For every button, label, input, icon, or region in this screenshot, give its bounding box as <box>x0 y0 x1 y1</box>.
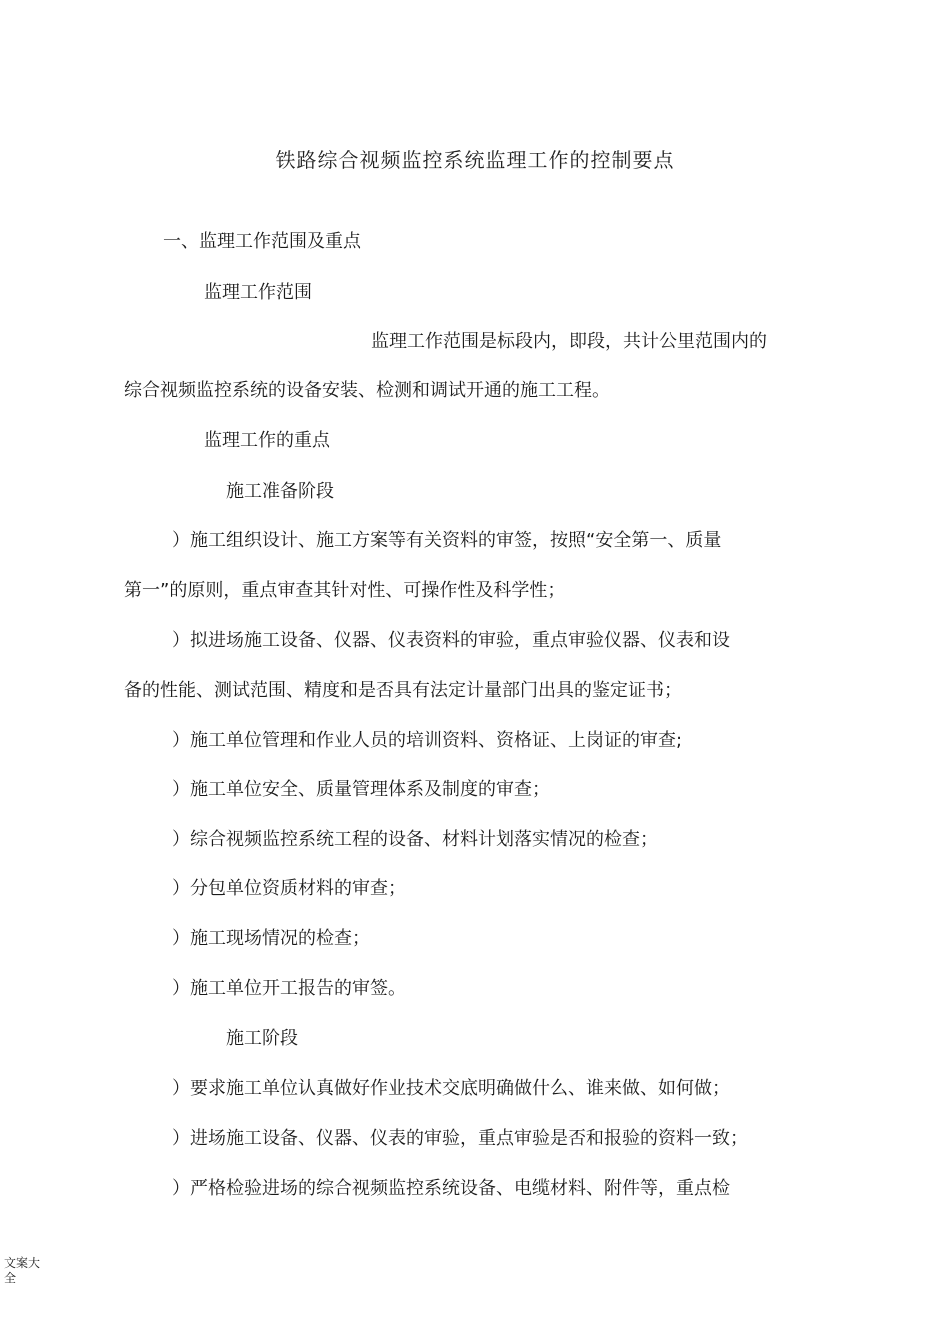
scope-text-line: 监理工作范围是标段内，即段，共计公里范围内的 <box>371 331 767 352</box>
prep-item: ）施工单位安全、质量管理体系及制度的审查； <box>172 779 550 800</box>
document-title: 铁路综合视频监控系统监理工作的控制要点 <box>275 148 675 172</box>
prep-item-continuation: 备的性能、测试范围、精度和是否具有法定计量部门出具的鉴定证书； <box>124 680 682 701</box>
focus-heading: 监理工作的重点 <box>204 430 330 451</box>
prep-item-continuation: 第一”的原则，重点审查其针对性、可操作性及科学性； <box>124 580 566 601</box>
prep-item: ）分包单位资质材料的审查； <box>172 878 406 899</box>
section-heading: 一、监理工作范围及重点 <box>163 231 361 252</box>
prep-item: ）综合视频监控系统工程的设备、材料计划落实情况的检查； <box>172 829 658 850</box>
scope-heading: 监理工作范围 <box>204 282 312 303</box>
construction-item: ）严格检验进场的综合视频监控系统设备、电缆材料、附件等，重点检 <box>172 1178 730 1199</box>
construction-item: ）进场施工设备、仪器、仪表的审验，重点审验是否和报验的资料一致； <box>172 1128 748 1149</box>
construction-item: ）要求施工单位认真做好作业技术交底明确做什么、谁来做、如何做； <box>172 1078 730 1099</box>
scope-text-line: 综合视频监控系统的设备安装、检测和调试开通的施工工程。 <box>124 380 610 401</box>
prep-item: ）施工组织设计、施工方案等有关资料的审签，按照“安全第一、质量 <box>172 530 722 551</box>
prep-stage-heading: 施工准备阶段 <box>226 481 334 502</box>
footer-label: 文案大全 <box>4 1256 41 1285</box>
prep-item: ）施工单位管理和作业人员的培训资料、资格证、上岗证的审查; <box>172 730 683 751</box>
prep-item: ）施工现场情况的检查； <box>172 928 370 949</box>
prep-item: ）拟进场施工设备、仪器、仪表资料的审验，重点审验仪器、仪表和设 <box>172 630 730 651</box>
construction-stage-heading: 施工阶段 <box>226 1028 298 1049</box>
prep-item: ）施工单位开工报告的审签。 <box>172 978 406 999</box>
